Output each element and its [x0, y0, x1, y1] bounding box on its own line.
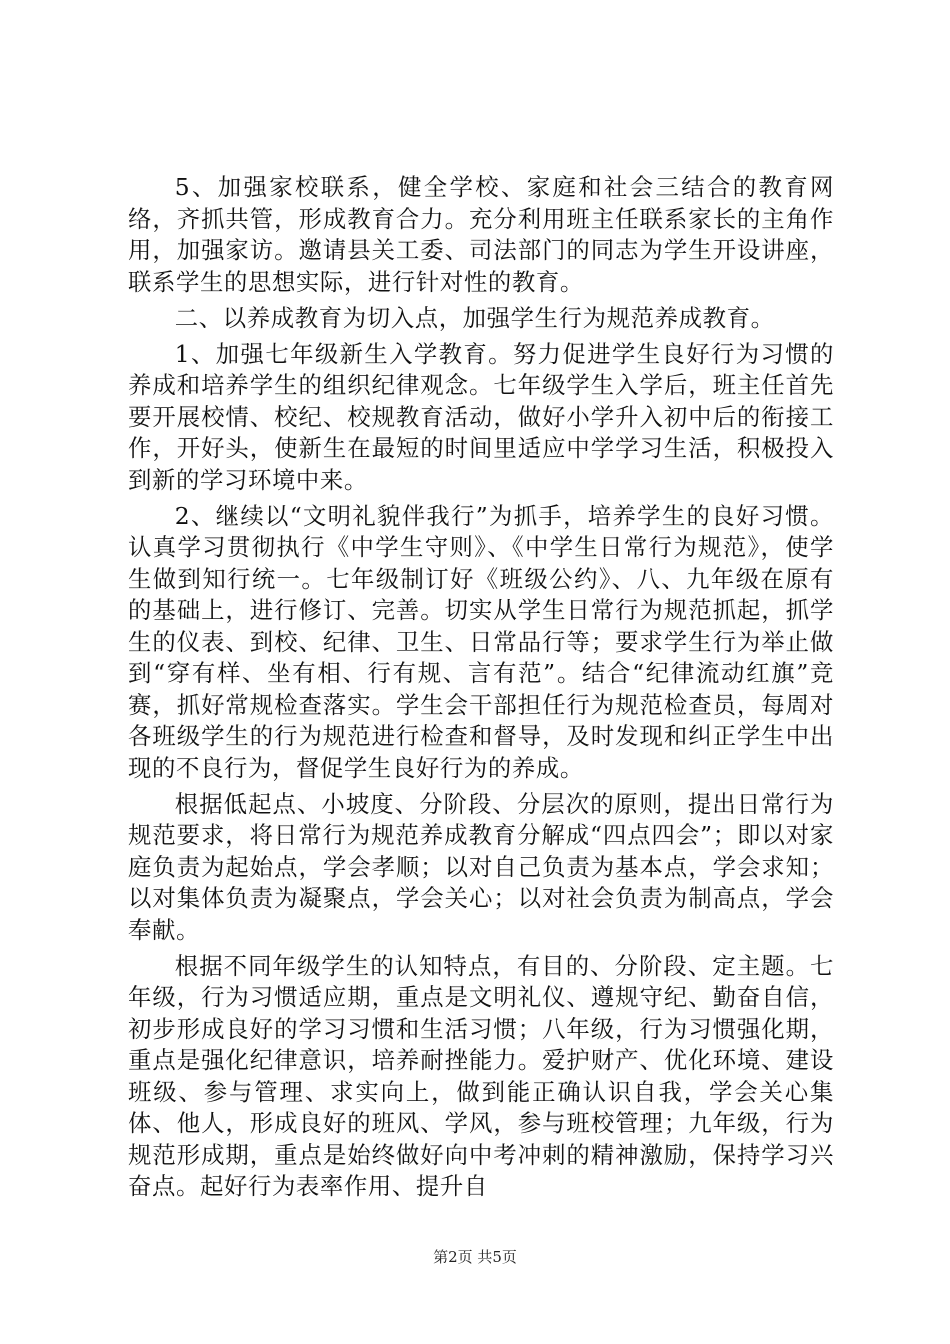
- page-number-footer: 第2页 共5页: [433, 1248, 517, 1266]
- section-heading-habit-education: 二、以养成教育为切入点，加强学生行为规范养成教育。: [174, 303, 775, 332]
- paragraph-grade-seven-orientation: 1、加强七年级新生入学教育。努力促进学生良好行为习惯的养成和培养学生的组织纪律观念。七年级学生入学后，班主任首先要开展校情、校纪、校规教育活动，做好小学升入初中后的衔接工作，开好头，使新生在最短的时间里适应中学学习生活，积极投入到新的学习环境中来。: [128, 339, 834, 494]
- paragraph-civility-campaign: 2、继续以“文明礼貌伴我行”为抓手，培养学生的良好习惯。认真学习贯彻执行《中学生守则》、《中学生日常行为规范》，使学生做到知行统一。七年级制订好《班级公约》、八、九年级在原有的基础上，进行修订、完善。切实从学生日常行为规范抓起，抓学生的仪表、到校、纪律、卫生、日常品行等；要求学生行为举止做到“穿有样、坐有相、行有规、言有范”。结合“纪律流动红旗”竞赛，抓好常规检查落实。学生会干部担任行为规范检查员，每周对各班级学生的行为规范进行检查和督导，及时发现和纠正学生中出现的不良行为，督促学生良好行为的养成。: [128, 501, 834, 782]
- paragraph-home-school-cooperation: 5、加强家校联系，健全学校、家庭和社会三结合的教育网络，齐抓共管，形成教育合力。充分利用班主任联系家长的主角作用，加强家访。邀请县关工委、司法部门的同志为学生开设讲座，联系学生的思想实际，进行针对性的教育。: [128, 173, 834, 296]
- paragraph-four-points-four-skills: 根据低起点、小坡度、分阶段、分层次的原则，提出日常行为规范要求，将日常行为规范养成教育分解成“四点四会”；即以对家庭负责为起始点，学会孝顺；以对自己负责为基本点，学会求知；以对集体负责为凝聚点，学会关心；以对社会负责为制高点，学会奉献。: [128, 789, 834, 944]
- document-body: [128, 172, 834, 1203]
- paragraph-grade-level-themes: 根据不同年级学生的认知特点，有目的、分阶段、定主题。七年级，行为习惯适应期，重点是文明礼仪、遵规守纪、勤奋自信，初步形成良好的学习习惯和生活习惯；八年级，行为习惯强化期，重点是强化纪律意识，培养耐挫能力。爱护财产、优化环境、建设班级、参与管理、求实向上，做到能正确认识自我，学会关心集体、他人，形成良好的班风、学风，参与班校管理；九年级，行为规范形成期，重点是始终做好向中考冲刺的精神激励，保持学习兴奋点。起好行为表率作用、提升自: [128, 951, 834, 1200]
